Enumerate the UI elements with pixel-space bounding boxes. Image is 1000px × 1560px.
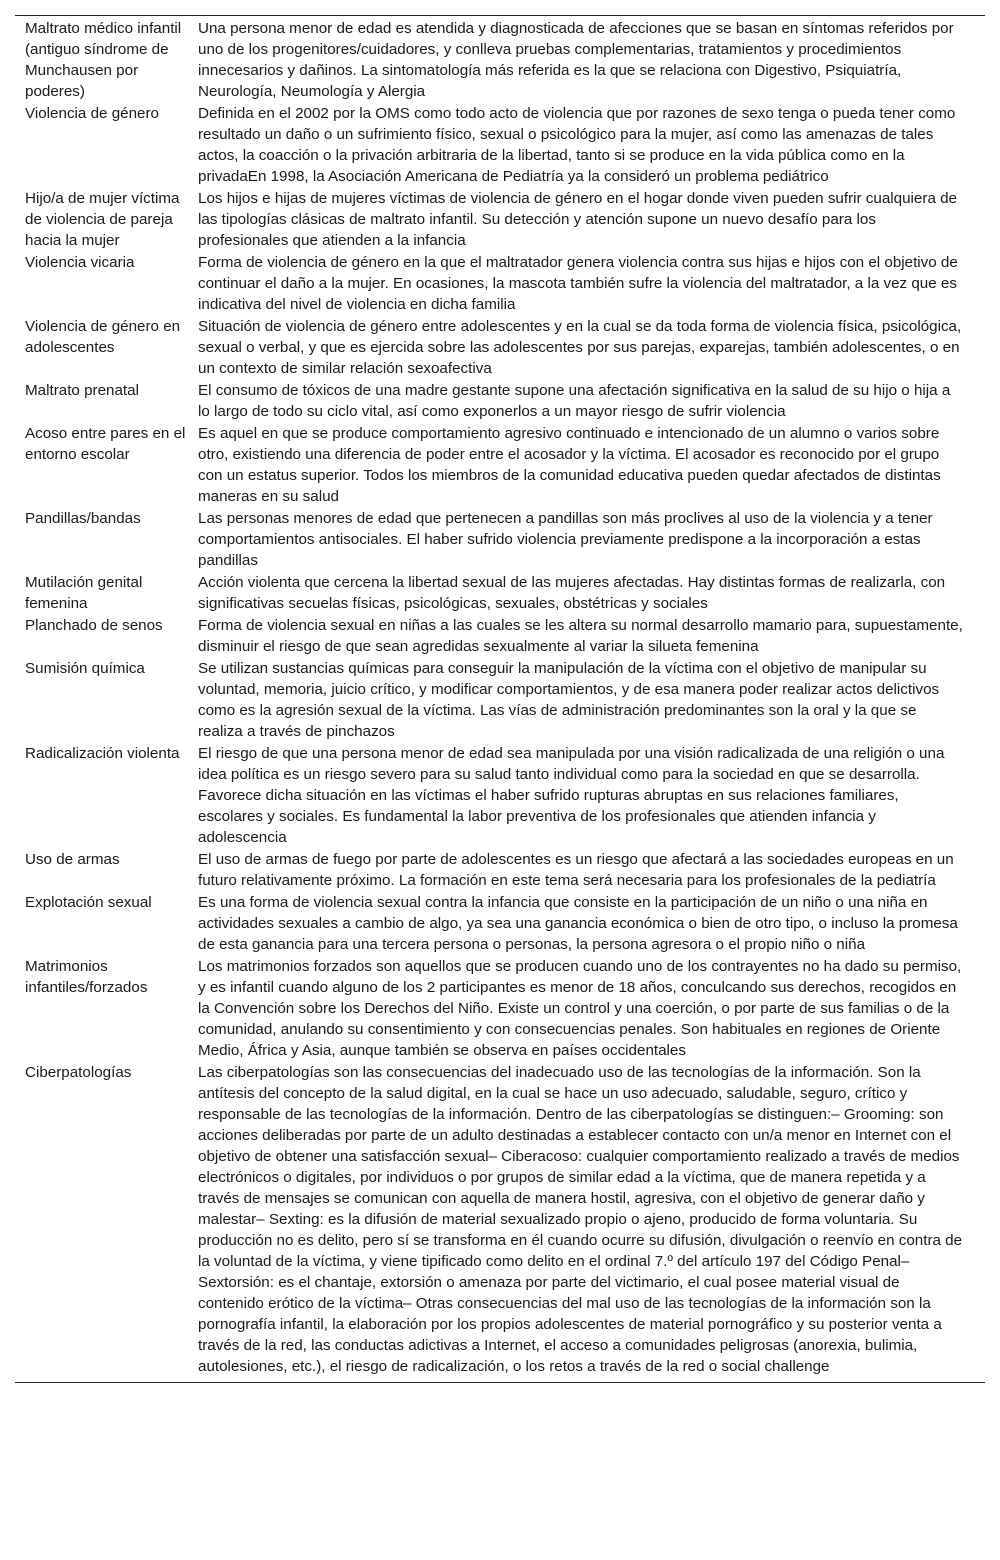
term-cell: Explotación sexual <box>25 894 152 911</box>
table-row <box>15 615 985 658</box>
definition-cell: El uso de armas de fuego por parte de adolescentes es un riesgo que afectará a las sociedades europeas en un futuro relativamente próximo. La formación en este tema será necesaria para los profesionales de la pediatría <box>198 851 954 889</box>
table-row <box>15 18 985 103</box>
term-cell: Ciberpatologías <box>25 1064 132 1081</box>
table-row <box>15 658 985 743</box>
table-row <box>15 508 985 572</box>
term-cell: Violencia vicaria <box>25 254 135 271</box>
table-row <box>15 1062 985 1378</box>
definition-cell: Las ciberpatologías son las consecuencias del inadecuado uso de las tecnologías de la información. Son la antítesis del concepto de la salud digital, en la cual se hace un uso adecuado, saludable, seguro, crítico y responsable de las tecnologías de la información. Dentro de las ciberpatologías se distinguen:– Grooming: son acciones deliberadas por parte de un adulto destinadas a establecer contacto con un/a menor en Internet con el objetivo de obtener una satisfacción sexual– Ciberacoso: cualquier comportamiento realizado a través de medios electrónicos o digitales, por individuos o por grupos de similar edad a la víctima, que de manera repetida y a través de mensajes se comunican con aquella de manera hostil, agresiva, con el objetivo de generar daño y malestar– Sexting: es la difusión de material sexualizado propio o ajeno, producido de forma voluntaria. Su producción no es delito, pero sí se transforma en él cuando ocurre su difusión, divulgación o reenvío en contra de la voluntad de la víctima, y viene tipificado como delito en el ordinal 7.º del artículo 197 del Código Penal– Sextorsión: es el chantaje, extorsión o amenaza por parte del victimario, el cual posee material visual de contenido erótico de la víctima– Otras consecuencias del mal uso de las tecnologías de la información son la pornografía infantil, la elaboración por los propios adolescentes de material pornográfico y su posterior venta a través de la red, las conductas adictivas a Internet, el acceso a comunidades peligrosas (anorexia, bulimia, autolesiones, etc.), el riesgo de radicalización, o los retos a través de la red o social challenge <box>198 1064 963 1375</box>
term-cell: Sumisión química <box>25 660 145 677</box>
table-row <box>15 188 985 252</box>
term-cell: Uso de armas <box>25 851 120 868</box>
term-cell: Maltrato prenatal <box>25 382 139 399</box>
definitions-table <box>15 15 985 1383</box>
table-row <box>15 572 985 615</box>
definition-cell: Se utilizan sustancias químicas para conseguir la manipulación de la víctima con el objetivo de manipular su voluntad, memoria, juicio crítico, y modificar comportamientos, y de esa manera poder realizar actos delictivos como es la agresión sexual de la víctima. Las vías de administración predominantes son la oral y la que se realiza a través de pinchazos <box>198 660 940 740</box>
table-row <box>15 743 985 849</box>
term-cell: Maltrato médico infantil (antiguo síndrome de Munchausen por poderes) <box>25 20 182 100</box>
term-cell: Hijo/a de mujer víctima de violencia de pareja hacia la mujer <box>25 190 180 249</box>
definition-cell: Los matrimonios forzados son aquellos que se producen cuando uno de los contrayentes no ha dado su permiso, y es infantil cuando alguno de los 2 participantes es menor de 18 años, conculcando sus derechos, recogidos en la Convención sobre los Derechos del Niño. Existe un control y una coerción, o por parte de sus familias o de la comunidad, anulando su consentimiento y con consecuencias penales. Son habituales en regiones de Oriente Medio, África y Asia, aunque también se observa en países occidentales <box>198 958 962 1059</box>
table-row <box>15 423 985 508</box>
term-cell: Violencia de género <box>25 105 159 122</box>
table-row <box>15 892 985 956</box>
definition-cell: Es aquel en que se produce comportamiento agresivo continuado e intencionado de un alumno o varios sobre otro, existiendo una diferencia de poder entre el acosador y la víctima. El acosador es reconocido por el grupo con un estatus superior. Todos los miembros de la comunidad educativa pueden quedar afectados de distintas maneras en su salud <box>198 425 941 505</box>
table-row <box>15 849 985 892</box>
table-body <box>15 18 985 1378</box>
term-cell: Violencia de género en adolescentes <box>25 318 181 356</box>
term-cell: Matrimonios infantiles/forzados <box>25 958 148 996</box>
definition-cell: Los hijos e hijas de mujeres víctimas de violencia de género en el hogar donde viven pueden sufrir cualquiera de las tipologías clásicas de maltrato infantil. Su detección y atención supone un nuevo desafío para los profesionales que atienden a la infancia <box>198 190 957 249</box>
term-cell: Pandillas/bandas <box>25 510 141 527</box>
table-row <box>15 252 985 316</box>
term-cell: Mutilación genital femenina <box>25 574 143 612</box>
definition-cell: Situación de violencia de género entre adolescentes y en la cual se da toda forma de violencia física, psicológica, sexual o verbal, y que es ejercida sobre las adolescentes por sus parejas, exparejas, también adolescentes, o en un contexto de similar relación sexoafectiva <box>198 318 962 377</box>
definition-cell: Las personas menores de edad que pertenecen a pandillas son más proclives al uso de la violencia y a tener comportamientos antisociales. El haber sufrido violencia previamente predispone a la incorporación a estas pandillas <box>198 510 933 569</box>
definitions-table-grid <box>15 18 985 1378</box>
definition-cell: Una persona menor de edad es atendida y diagnosticada de afecciones que se basan en síntomas referidos por uno de los progenitores/cuidadores, y conlleva pruebas complementarias, tratamientos y procedimientos innecesarios y dañinos. La sintomatología más referida es la que se relaciona con Digestivo, Psiquiatría, Neurología, Neumología y Alergia <box>198 20 954 100</box>
table-row <box>15 103 985 188</box>
table-row <box>15 956 985 1062</box>
definition-cell: Forma de violencia sexual en niñas a las cuales se les altera su normal desarrollo mamario para, supuestamente, disminuir el riesgo de que sean agredidas sexualmente al variar la silueta femenina <box>198 617 963 655</box>
definition-cell: Es una forma de violencia sexual contra la infancia que consiste en la participación de un niño o una niña en actividades sexuales a cambio de algo, ya sea una ganancia económica o bien de otro tipo, o incluso la promesa de esta ganancia para una tercera persona o personas, la persona agresora o el propio niño o niña <box>198 894 958 953</box>
definition-cell: El consumo de tóxicos de una madre gestante supone una afectación significativa en la salud de su hijo o hija a lo largo de todo su ciclo vital, así como exponerlos a un mayor riesgo de sufrir violencia <box>198 382 951 420</box>
definition-cell: El riesgo de que una persona menor de edad sea manipulada por una visión radicalizada de una religión o una idea política es un riesgo severo para su salud tanto individual como para la sociedad en que se desarrolla. Favorece dicha situación en las víctimas el haber sufrido rupturas abruptas en sus relaciones familiares, escolares y sociales. Es fundamental la labor preventiva de los profesionales que atienden infancia y adolescencia <box>198 745 945 846</box>
definition-cell: Forma de violencia de género en la que el maltratador genera violencia contra sus hijas e hijos con el objetivo de continuar el daño a la mujer. En ocasiones, la mascota también sufre la violencia del maltratador, a la vez que es indicativa del nivel de violencia en dicha familia <box>198 254 958 313</box>
definition-cell: Acción violenta que cercena la libertad sexual de las mujeres afectadas. Hay distintas formas de realizarla, con significativas secuelas físicas, psicológicas, sexuales, obstétricas y sociales <box>198 574 946 612</box>
term-cell: Planchado de senos <box>25 617 163 634</box>
definition-cell: Definida en el 2002 por la OMS como todo acto de violencia que por razones de sexo tenga o pueda tener como resultado un daño o un sufrimiento físico, sexual o psicológico para la mujer, así como las amenazas de tales actos, la coacción o la privación arbitraria de la libertad, tanto si se produce en la vida pública como en la privadaEn 1998, la Asociación Americana de Pediatría ya la consideró un problema pediátrico <box>198 105 956 185</box>
term-cell: Radicalización violenta <box>25 745 180 762</box>
term-cell: Acoso entre pares en el entorno escolar <box>25 425 186 463</box>
table-row <box>15 380 985 423</box>
table-row <box>15 316 985 380</box>
